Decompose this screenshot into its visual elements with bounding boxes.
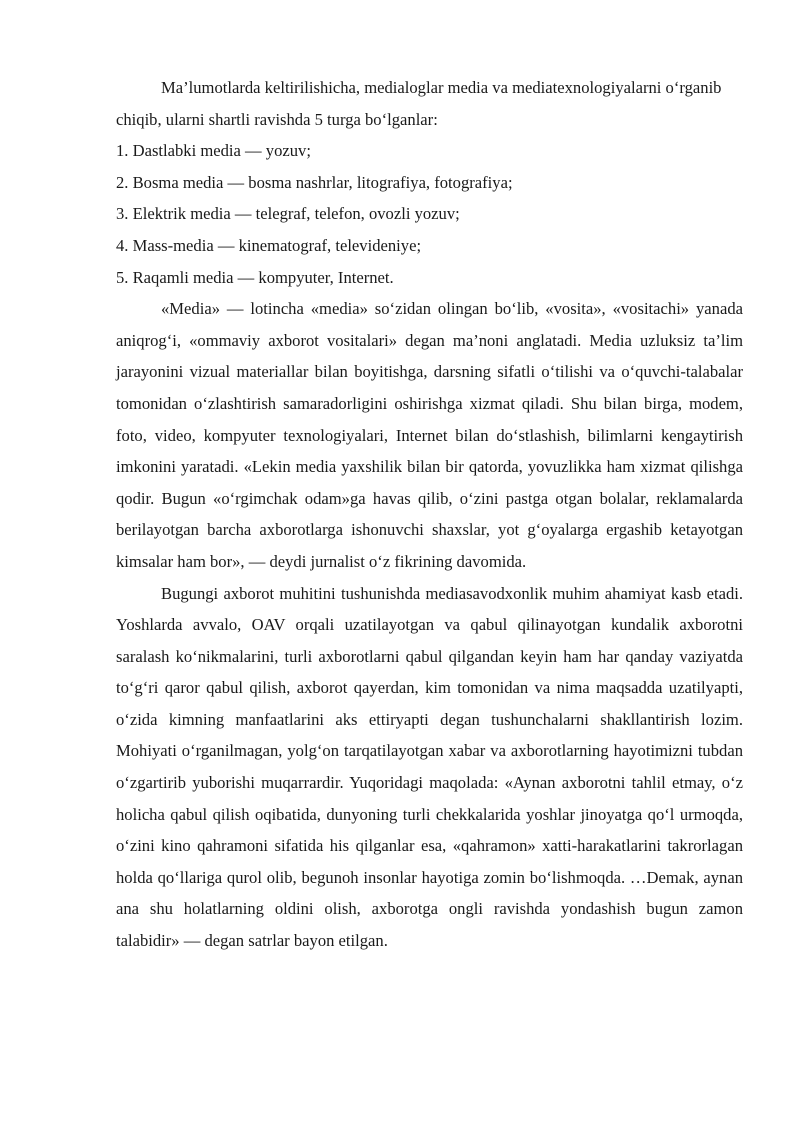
intro-paragraph: Ma’lumotlarda keltirilishicha, medialoglar media va mediatexnologiyalarni o‘rganib chiqib, ularni shartli ravishda 5 turga bo‘lganlar:: [116, 78, 722, 129]
media-type-item-5: 5. Raqamli media — kompyuter, Internet.: [116, 267, 394, 287]
media-type-item-2: 2. Bosma media — bosma nashrlar, litografiya, fotografiya;: [116, 172, 513, 192]
media-type-item-4: 4. Mass-media — kinematograf, televideniye;: [116, 235, 422, 255]
media-type-item-1: 1. Dastlabki media — yozuv;: [116, 141, 311, 161]
media-type-item-3: 3. Elektrik media — telegraf, telefon, ovozli yozuv;: [116, 204, 460, 224]
media-literacy-paragraph: Bugungi axborot muhitini tushunishda mediasavodxonlik muhim ahamiyat kasb etadi. Yoshlarda avvalo, OAV orqali uzatilayotgan va qabul qilinayotgan kundalik axborotni saralash ko‘nikmalarini, turli axborotlarni qabul qilgandan keyin ham har qanday vaziyatda to‘g‘ri qaror qabul qilish, axborot qayerdan, kim tomonidan va nima maqsadda uzatilyapti, o‘zida kimning manfaatlarini aks ettiryapti degan tushunchalarni shakllantirish lozim. Mohiyati o‘rganilmagan, yolg‘on tarqatilayotgan xabar va axborotlarning hayotimizni tubdan o‘zgartirib yuborishi muqarrardir. Yuqoridagi maqolada: «Aynan axborotni tahlil etmay, o‘z holicha qabul qilish oqibatida, dunyoning turli chekkalarida yoshlar jinoyatga qo‘l urmoqda, o‘zini kino qahramoni sifatida his qilganlar esa, «qahramon» xatti-harakatlarini takrorlagan holda qo‘llariga qurol olib, begunoh insonlar hayotiga zomin bo‘lishmoqda. …Demak, aynan ana shu holatlarning oldini olish, axborotga ongli ravishda yondashish bugun zamon talabidir» — degan satrlar bayon etilgan.: [116, 583, 743, 951]
media-definition-paragraph: «Media» — lotincha «media» so‘zidan olingan bo‘lib, «vosita», «vositachi» yanada aniqrog‘i, «ommaviy axborot vositalari» degan ma’noni anglatadi. Media uzluksiz ta’lim jarayonini vizual materiallar bilan boyitishga, darsning sifatli o‘tilishi va o‘quvchi-talabalar tomonidan o‘zlashtirish samaradorligini oshirishga xizmat qiladi. Shu bilan birga, modem, foto, video, kompyuter texnologiyalari, Internet bilan do‘stlashish, bilimlarni kengaytirish imkonini yaratadi. «Lekin media yaxshilik bilan bir qatorda, yovuzlikka ham xizmat qilishga qodir. Bugun «o‘rgimchak odam»ga havas qilib, o‘zini pastga otgan bolalar, reklamalarda berilayotgan barcha axborotlarga ishonuvchi shaxslar, yot g‘oyalarga ergashib ketayotgan kimsalar ham bor», — deydi jurnalist o‘z fikrining davomida.: [116, 299, 743, 571]
document-page: [116, 72, 743, 957]
